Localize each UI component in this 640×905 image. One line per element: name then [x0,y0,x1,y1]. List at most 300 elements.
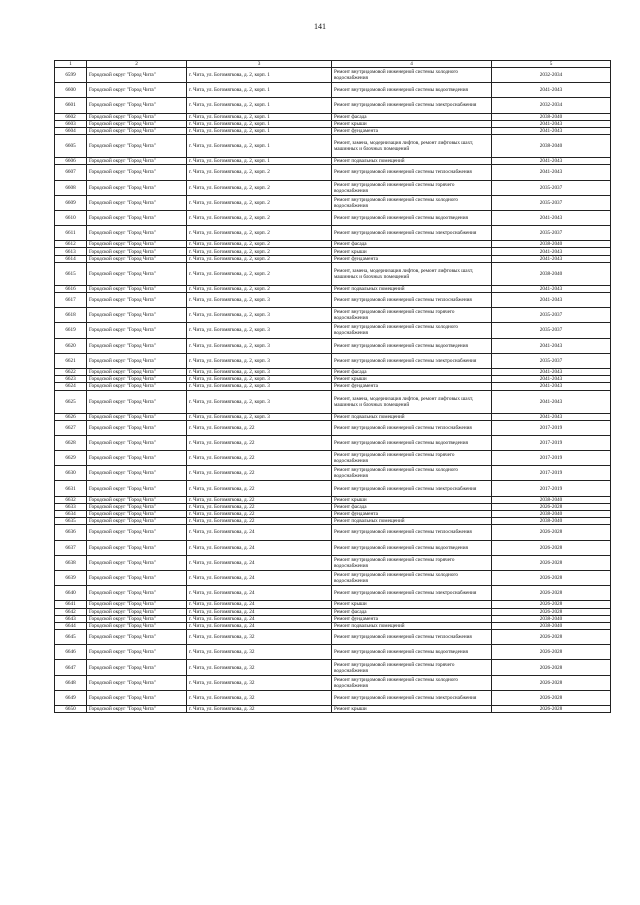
municipality-cell: Городской округ "Город Чита" [87,601,187,608]
work-type-cell: Ремонт подвальных помещений [332,622,492,629]
row-number: 6601 [55,98,87,113]
municipality-cell: Городской округ "Город Чита" [87,376,187,383]
work-type-cell: Ремонт фундамента [332,383,492,390]
table-row [55,120,611,127]
period-cell: 2017-2019 [492,451,611,466]
work-type-cell: Ремонт, замена, модернизация лифтов, ремонт лифтовых шахт, машинных и блочных помещений [332,262,492,285]
work-type-cell: Ремонт внутридомовой инженерной системы теплоснабжения [332,293,492,308]
row-number: 6646 [55,645,87,660]
municipality-cell: Городской округ "Город Чита" [87,518,187,525]
address-cell: г. Чита, ул. Богомягкова, д. 2, корп. 3 [187,338,332,353]
row-number: 6644 [55,622,87,629]
address-cell: г. Чита, ул. Богомягкова, д. 24 [187,525,332,540]
period-cell: 2032-2034 [492,98,611,113]
work-type-cell: Ремонт подвальных помещений [332,413,492,420]
table-row [55,413,611,420]
address-cell: г. Чита, ул. Богомягкова, д. 2, корп. 2 [187,180,332,195]
row-number: 6629 [55,451,87,466]
address-cell: г. Чита, ул. Богомягкова, д. 22 [187,481,332,496]
row-number: 6642 [55,608,87,615]
row-number: 6647 [55,660,87,675]
column-header: 3 [187,61,332,68]
address-cell: г. Чита, ул. Богомягкова, д. 32 [187,675,332,690]
work-type-cell: Ремонт фасада [332,113,492,120]
table-row [55,420,611,435]
address-cell: г. Чита, ул. Богомягкова, д. 2, корп. 3 [187,390,332,413]
table-row [55,706,611,713]
address-cell: г. Чита, ул. Богомягкова, д. 2, корп. 1 [187,98,332,113]
table-row [55,660,611,675]
period-cell: 2041-2043 [492,390,611,413]
work-type-cell: Ремонт внутридомовой инженерной системы теплоснабжения [332,165,492,180]
period-cell: 2026-2028 [492,503,611,510]
work-type-cell: Ремонт внутридомовой инженерной системы водоотведения [332,83,492,98]
row-number: 6623 [55,376,87,383]
address-cell: г. Чита, ул. Богомягкова, д. 22 [187,503,332,510]
period-cell: 2041-2043 [492,338,611,353]
row-number: 6635 [55,518,87,525]
work-type-cell: Ремонт внутридомовой инженерной системы горячего водоснабжения [332,451,492,466]
row-number: 6603 [55,120,87,127]
period-cell: 2026-2028 [492,540,611,555]
municipality-cell: Городской округ "Город Чита" [87,255,187,262]
address-cell: г. Чита, ул. Богомягкова, д. 2, корп. 1 [187,158,332,165]
row-number: 6618 [55,308,87,323]
address-cell: г. Чита, ул. Богомягкова, д. 24 [187,615,332,622]
work-type-cell: Ремонт внутридомовой инженерной системы холодного водоснабжения [332,323,492,338]
period-cell: 2041-2043 [492,285,611,292]
work-type-cell: Ремонт фундамента [332,511,492,518]
address-cell: г. Чита, ул. Богомягкова, д. 24 [187,601,332,608]
work-type-cell: Ремонт внутридомовой инженерной системы водоотведения [332,338,492,353]
municipality-cell: Городской округ "Город Чита" [87,435,187,450]
table-row [55,675,611,690]
work-type-cell: Ремонт внутридомовой инженерной системы холодного водоснабжения [332,466,492,481]
period-cell: 2026-2028 [492,630,611,645]
municipality-cell: Городской округ "Город Чита" [87,262,187,285]
work-type-cell: Ремонт внутридомовой инженерной системы холодного водоснабжения [332,675,492,690]
table-row [55,503,611,510]
work-type-cell: Ремонт внутридомовой инженерной системы водоотведения [332,645,492,660]
work-type-cell: Ремонт фундамента [332,127,492,134]
period-cell: 2038-2040 [492,622,611,629]
work-type-cell: Ремонт внутридомовой инженерной системы электроснабжения [332,481,492,496]
row-number: 6611 [55,226,87,241]
municipality-cell: Городской округ "Город Чита" [87,353,187,368]
table-row [55,248,611,255]
table-row [55,68,611,83]
municipality-cell: Городской округ "Город Чита" [87,615,187,622]
address-cell: г. Чита, ул. Богомягкова, д. 2, корп. 3 [187,368,332,375]
row-number: 6634 [55,511,87,518]
work-type-cell: Ремонт, замена, модернизация лифтов, ремонт лифтовых шахт, машинных и блочных помещений [332,135,492,158]
municipality-cell: Городской округ "Город Чита" [87,481,187,496]
address-cell: г. Чита, ул. Богомягкова, д. 2, корп. 2 [187,262,332,285]
municipality-cell: Городской округ "Город Чита" [87,113,187,120]
municipality-cell: Городской округ "Город Чита" [87,308,187,323]
table-row [55,466,611,481]
table-row [55,226,611,241]
work-type-cell: Ремонт внутридомовой инженерной системы теплоснабжения [332,630,492,645]
municipality-cell: Городской округ "Город Чита" [87,675,187,690]
municipality-cell: Городской округ "Город Чита" [87,285,187,292]
address-cell: г. Чита, ул. Богомягкова, д. 24 [187,555,332,570]
table-row [55,83,611,98]
table-row [55,135,611,158]
table-row [55,98,611,113]
period-cell: 2038-2040 [492,511,611,518]
row-number: 6627 [55,420,87,435]
table-row [55,165,611,180]
address-cell: г. Чита, ул. Богомягкова, д. 2, корп. 2 [187,165,332,180]
municipality-cell: Городской округ "Город Чита" [87,555,187,570]
table-row [55,518,611,525]
table-row [55,435,611,450]
table-row [55,262,611,285]
municipality-cell: Городской округ "Город Чита" [87,195,187,210]
row-number: 6625 [55,390,87,413]
row-number: 6621 [55,353,87,368]
period-cell: 2017-2019 [492,466,611,481]
row-number: 6599 [55,68,87,83]
period-cell: 2041-2043 [492,368,611,375]
work-type-cell: Ремонт внутридомовой инженерной системы теплоснабжения [332,420,492,435]
table-row [55,570,611,585]
period-cell: 2035-2037 [492,226,611,241]
row-number: 6636 [55,525,87,540]
period-cell: 2041-2043 [492,248,611,255]
address-cell: г. Чита, ул. Богомягкова, д. 22 [187,496,332,503]
address-cell: г. Чита, ул. Богомягкова, д. 32 [187,645,332,660]
municipality-cell: Городской округ "Город Чита" [87,503,187,510]
table-header-row [55,61,611,68]
table-row [55,525,611,540]
table-row [55,113,611,120]
work-type-cell: Ремонт внутридомовой инженерной системы электроснабжения [332,226,492,241]
row-number: 6607 [55,165,87,180]
municipality-cell: Городской округ "Город Чита" [87,83,187,98]
municipality-cell: Городской округ "Город Чита" [87,135,187,158]
municipality-cell: Городской округ "Город Чита" [87,383,187,390]
row-number: 6610 [55,210,87,225]
table-row [55,451,611,466]
period-cell: 2041-2043 [492,293,611,308]
municipality-cell: Городской округ "Город Чита" [87,451,187,466]
address-cell: г. Чита, ул. Богомягкова, д. 24 [187,586,332,601]
address-cell: г. Чита, ул. Богомягкова, д. 2, корп. 3 [187,353,332,368]
address-cell: г. Чита, ул. Богомягкова, д. 32 [187,660,332,675]
address-cell: г. Чита, ул. Богомягкова, д. 24 [187,540,332,555]
work-type-cell: Ремонт внутридомовой инженерной системы горячего водоснабжения [332,660,492,675]
table-row [55,180,611,195]
address-cell: г. Чита, ул. Богомягкова, д. 2, корп. 1 [187,113,332,120]
period-cell: 2032-2034 [492,68,611,83]
table-row [55,540,611,555]
address-cell: г. Чита, ул. Богомягкова, д. 22 [187,518,332,525]
row-number: 6602 [55,113,87,120]
address-cell: г. Чита, ул. Богомягкова, д. 24 [187,570,332,585]
row-number: 6615 [55,262,87,285]
work-type-cell: Ремонт внутридомовой инженерной системы электроснабжения [332,98,492,113]
page-number: 141 [314,22,326,31]
address-cell: г. Чита, ул. Богомягкова, д. 22 [187,420,332,435]
row-number: 6648 [55,675,87,690]
row-number: 6612 [55,241,87,248]
column-header: 4 [332,61,492,68]
row-number: 6617 [55,293,87,308]
row-number: 6614 [55,255,87,262]
municipality-cell: Городской округ "Город Чита" [87,660,187,675]
period-cell: 2041-2043 [492,383,611,390]
municipality-cell: Городской округ "Город Чита" [87,323,187,338]
table-row [55,690,611,705]
address-cell: г. Чита, ул. Богомягкова, д. 22 [187,511,332,518]
address-cell: г. Чита, ул. Богомягкова, д. 32 [187,690,332,705]
row-number: 6632 [55,496,87,503]
work-type-cell: Ремонт фасада [332,503,492,510]
period-cell: 2041-2043 [492,376,611,383]
table-row [55,285,611,292]
work-type-cell: Ремонт фасада [332,368,492,375]
work-type-cell: Ремонт внутридомовой инженерной системы теплоснабжения [332,525,492,540]
table-row [55,323,611,338]
municipality-cell: Городской округ "Город Чита" [87,420,187,435]
address-cell: г. Чита, ул. Богомягкова, д. 2, корп. 2 [187,210,332,225]
period-cell: 2038-2040 [492,241,611,248]
period-cell: 2038-2040 [492,518,611,525]
period-cell: 2041-2043 [492,83,611,98]
work-type-cell: Ремонт подвальных помещений [332,285,492,292]
municipality-cell: Городской округ "Город Чита" [87,586,187,601]
table-row [55,481,611,496]
period-cell: 2026-2028 [492,586,611,601]
work-type-cell: Ремонт фундамента [332,615,492,622]
municipality-cell: Городской округ "Город Чита" [87,368,187,375]
table-row [55,622,611,629]
address-cell: г. Чита, ул. Богомягкова, д. 2, корп. 3 [187,383,332,390]
address-cell: г. Чита, ул. Богомягкова, д. 24 [187,622,332,629]
table-row [55,127,611,134]
work-type-cell: Ремонт фасада [332,241,492,248]
table-row [55,353,611,368]
table-row [55,496,611,503]
period-cell: 2038-2040 [492,496,611,503]
row-number: 6639 [55,570,87,585]
row-number: 6609 [55,195,87,210]
row-number: 6600 [55,83,87,98]
row-number: 6631 [55,481,87,496]
work-type-cell: Ремонт внутридомовой инженерной системы электроснабжения [332,353,492,368]
municipality-cell: Городской округ "Город Чита" [87,466,187,481]
period-cell: 2017-2019 [492,420,611,435]
address-cell: г. Чита, ул. Богомягкова, д. 2, корп. 2 [187,255,332,262]
address-cell: г. Чита, ул. Богомягкова, д. 2, корп. 3 [187,293,332,308]
table-row [55,601,611,608]
work-type-cell: Ремонт крыши [332,120,492,127]
municipality-cell: Городской округ "Город Чита" [87,570,187,585]
address-cell: г. Чита, ул. Богомягкова, д. 22 [187,435,332,450]
row-number: 6608 [55,180,87,195]
address-cell: г. Чита, ул. Богомягкова, д. 2, корп. 2 [187,241,332,248]
row-number: 6622 [55,368,87,375]
table-row [55,376,611,383]
address-cell: г. Чита, ул. Богомягкова, д. 2, корп. 2 [187,226,332,241]
work-type-cell: Ремонт внутридомовой инженерной системы электроснабжения [332,690,492,705]
table-row [55,615,611,622]
work-type-cell: Ремонт внутридомовой инженерной системы электроснабжения [332,586,492,601]
municipality-cell: Городской округ "Город Чита" [87,180,187,195]
period-cell: 2026-2028 [492,608,611,615]
municipality-cell: Городской округ "Город Чита" [87,98,187,113]
address-cell: г. Чита, ул. Богомягкова, д. 2, корп. 3 [187,323,332,338]
column-header: 1 [55,61,87,68]
row-number: 6649 [55,690,87,705]
row-number: 6620 [55,338,87,353]
table-row [55,195,611,210]
period-cell: 2038-2040 [492,113,611,120]
municipality-cell: Городской округ "Город Чита" [87,226,187,241]
municipality-cell: Городской округ "Город Чита" [87,622,187,629]
period-cell: 2035-2037 [492,180,611,195]
table-row [55,293,611,308]
municipality-cell: Городской округ "Город Чита" [87,608,187,615]
table-row [55,645,611,660]
municipality-cell: Городской округ "Город Чита" [87,413,187,420]
period-cell: 2041-2043 [492,255,611,262]
work-type-cell: Ремонт фундамента [332,255,492,262]
work-type-cell: Ремонт крыши [332,706,492,713]
period-cell: 2026-2028 [492,555,611,570]
work-type-cell: Ремонт подвальных помещений [332,518,492,525]
period-cell: 2035-2037 [492,353,611,368]
period-cell: 2038-2040 [492,262,611,285]
municipality-cell: Городской округ "Город Чита" [87,540,187,555]
work-type-cell: Ремонт, замена, модернизация лифтов, ремонт лифтовых шахт, машинных и блочных помещений [332,390,492,413]
row-number: 6643 [55,615,87,622]
municipality-cell: Городской округ "Город Чита" [87,511,187,518]
address-cell: г. Чита, ул. Богомягкова, д. 32 [187,630,332,645]
address-cell: г. Чита, ул. Богомягкова, д. 2, корп. 1 [187,68,332,83]
address-cell: г. Чита, ул. Богомягкова, д. 2, корп. 3 [187,376,332,383]
table-body [55,68,611,713]
municipality-cell: Городской округ "Город Чита" [87,390,187,413]
row-number: 6626 [55,413,87,420]
municipality-cell: Городской округ "Город Чита" [87,120,187,127]
row-number: 6613 [55,248,87,255]
table-row [55,158,611,165]
row-number: 6633 [55,503,87,510]
address-cell: г. Чита, ул. Богомягкова, д. 2, корп. 2 [187,285,332,292]
address-cell: г. Чита, ул. Богомягкова, д. 32 [187,706,332,713]
period-cell: 2041-2043 [492,158,611,165]
period-cell: 2041-2043 [492,413,611,420]
address-cell: г. Чита, ул. Богомягкова, д. 2, корп. 1 [187,120,332,127]
address-cell: г. Чита, ул. Богомягкова, д. 2, корп. 3 [187,308,332,323]
row-number: 6605 [55,135,87,158]
period-cell: 2035-2037 [492,323,611,338]
table-row [55,608,611,615]
work-type-cell: Ремонт крыши [332,248,492,255]
municipality-cell: Городской округ "Город Чита" [87,496,187,503]
address-cell: г. Чита, ул. Богомягкова, д. 2, корп. 3 [187,413,332,420]
period-cell: 2026-2028 [492,525,611,540]
municipality-cell: Городской округ "Город Чита" [87,645,187,660]
row-number: 6604 [55,127,87,134]
work-type-cell: Ремонт внутридомовой инженерной системы водоотведения [332,435,492,450]
table-row [55,338,611,353]
period-cell: 2017-2019 [492,481,611,496]
work-type-cell: Ремонт внутридомовой инженерной системы водоотведения [332,540,492,555]
period-cell: 2026-2028 [492,675,611,690]
row-number: 6637 [55,540,87,555]
address-cell: г. Чита, ул. Богомягкова, д. 2, корп. 1 [187,135,332,158]
repair-schedule-table [54,60,611,713]
municipality-cell: Городской округ "Город Чита" [87,68,187,83]
work-type-cell: Ремонт внутридомовой инженерной системы холодного водоснабжения [332,68,492,83]
period-cell: 2038-2040 [492,615,611,622]
period-cell: 2026-2028 [492,706,611,713]
municipality-cell: Городской округ "Город Чита" [87,127,187,134]
period-cell: 2041-2043 [492,127,611,134]
table-row [55,390,611,413]
period-cell: 2026-2028 [492,645,611,660]
period-cell: 2026-2028 [492,570,611,585]
municipality-cell: Городской округ "Город Чита" [87,158,187,165]
municipality-cell: Городской округ "Город Чита" [87,630,187,645]
address-cell: г. Чита, ул. Богомягкова, д. 2, корп. 1 [187,127,332,134]
work-type-cell: Ремонт крыши [332,496,492,503]
period-cell: 2026-2028 [492,690,611,705]
municipality-cell: Городской округ "Город Чита" [87,210,187,225]
work-type-cell: Ремонт фасада [332,608,492,615]
table-row [55,555,611,570]
table-row [55,210,611,225]
work-type-cell: Ремонт внутридомовой инженерной системы горячего водоснабжения [332,308,492,323]
work-type-cell: Ремонт внутридомовой инженерной системы горячего водоснабжения [332,555,492,570]
row-number: 6624 [55,383,87,390]
work-type-cell: Ремонт крыши [332,376,492,383]
period-cell: 2041-2043 [492,165,611,180]
address-cell: г. Чита, ул. Богомягкова, д. 24 [187,608,332,615]
table-row [55,255,611,262]
municipality-cell: Городской округ "Город Чита" [87,338,187,353]
table-row [55,308,611,323]
work-type-cell: Ремонт подвальных помещений [332,158,492,165]
period-cell: 2035-2037 [492,195,611,210]
table-row [55,383,611,390]
municipality-cell: Городской округ "Город Чита" [87,706,187,713]
row-number: 6616 [55,285,87,292]
table-row [55,586,611,601]
address-cell: г. Чита, ул. Богомягкова, д. 2, корп. 2 [187,248,332,255]
column-header: 5 [492,61,611,68]
municipality-cell: Городской округ "Город Чита" [87,248,187,255]
row-number: 6638 [55,555,87,570]
row-number: 6628 [55,435,87,450]
address-cell: г. Чита, ул. Богомягкова, д. 2, корп. 1 [187,83,332,98]
work-type-cell: Ремонт внутридомовой инженерной системы холодного водоснабжения [332,195,492,210]
row-number: 6645 [55,630,87,645]
row-number: 6606 [55,158,87,165]
table-row [55,511,611,518]
municipality-cell: Городской округ "Город Чита" [87,690,187,705]
municipality-cell: Городской округ "Город Чита" [87,525,187,540]
period-cell: 2026-2028 [492,660,611,675]
table-row [55,241,611,248]
address-cell: г. Чита, ул. Богомягкова, д. 22 [187,466,332,481]
period-cell: 2041-2043 [492,210,611,225]
period-cell: 2017-2019 [492,435,611,450]
